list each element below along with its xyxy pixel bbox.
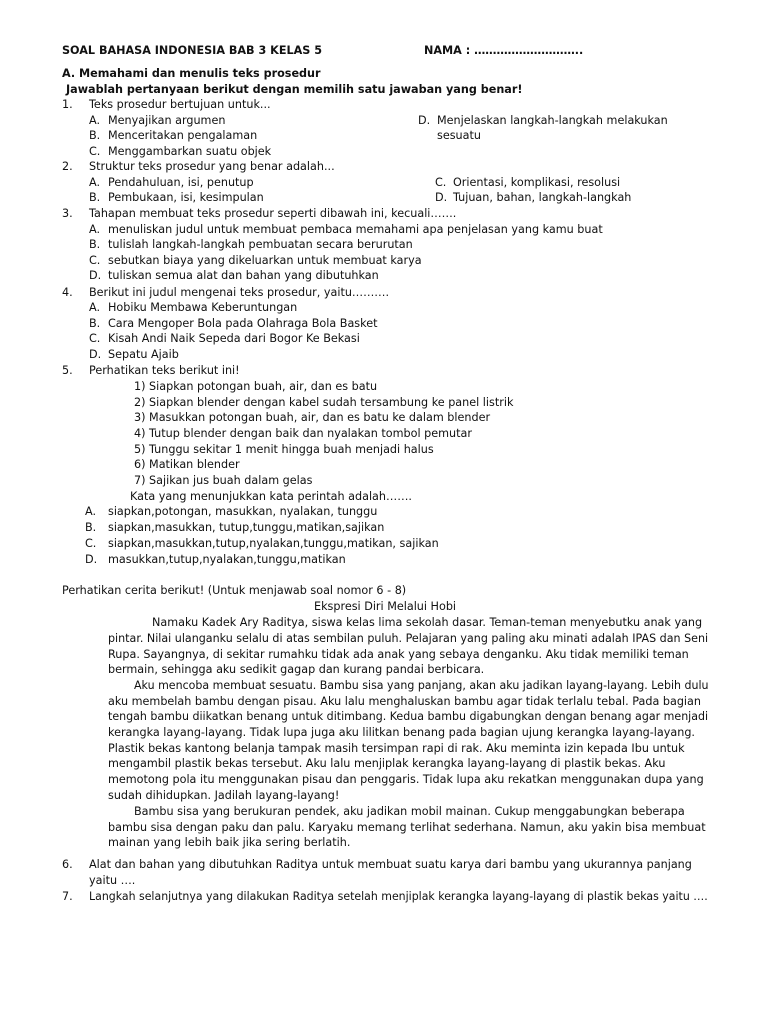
q1-text: Teks prosedur bertujuan untuk... (89, 98, 271, 111)
q3-c-letter: C. (89, 254, 101, 267)
q2-b-letter: B. (89, 191, 101, 204)
q5-b-text: siapkan,masukkan, tutup,tunggu,matikan,sajikan (108, 521, 385, 534)
section-heading: A. Memahami dan menulis teks prosedur (62, 67, 321, 80)
worksheet-title: SOAL BAHASA INDONESIA BAB 3 KELAS 5 (62, 44, 322, 57)
q1-d-text: Menjelaskan langkah-langkah melakukan (437, 114, 668, 127)
q2-number: 2. (62, 160, 73, 173)
story-line: memotong pola itu menggunakan pisau dan penggaris. Tidak lupa aku rekatkan menggunakan dupa yang (108, 773, 704, 786)
story-line: bambu sisa dengan paku dan palu. Karyaku memang terlihat sederhana. Namun, aku yakin bisa membuat (108, 821, 706, 834)
q1-a-text: Menyajikan argumen (108, 114, 226, 127)
q3-b-letter: B. (89, 238, 101, 251)
q1-b-text: Menceritakan pengalaman (108, 129, 258, 142)
q3-c-text: sebutkan biaya yang dikeluarkan untuk membuat karya (108, 254, 422, 267)
story-line: Rupa. Sayangnya, di sekitar rumahku tidak ada anak yang sebaya denganku. Aku tidak memiliki teman (108, 648, 689, 661)
q1-a-letter: A. (89, 114, 101, 127)
q3-a-text: menuliskan judul untuk membuat pembaca memahami apa penjelasan yang kamu buat (108, 223, 603, 236)
q7-number: 7. (62, 890, 73, 903)
q2-text: Struktur teks prosedur yang benar adalah... (89, 160, 335, 173)
q6-text: Alat dan bahan yang dibutuhkan Raditya untuk membuat suatu karya dari bambu yang ukurannya panjang (89, 858, 692, 871)
story-line: sudah dihidupkan. Jadilah layang-layang! (108, 789, 340, 802)
q4-b-letter: B. (89, 317, 101, 330)
q1-c-text: Menggambarkan suatu objek (108, 145, 272, 158)
q5-step: 4) Tutup blender dengan baik dan nyalakan tombol pemutar (134, 427, 472, 440)
story-line: Plastik bekas kantong belanja tampak masih tersimpan rapi di rak. Aku meminta izin kepada Ibu untuk (108, 742, 685, 755)
q5-step: 2) Siapkan blender dengan kabel sudah tersambung ke panel listrik (134, 396, 514, 409)
story-line: bermain, sehingga aku sedikit gagap dan kurang pandai berbicara. (108, 663, 485, 676)
q5-c-text: siapkan,masukkan,tutup,nyalakan,tunggu,matikan, sajikan (108, 537, 439, 550)
q4-text: Berikut ini judul mengenai teks prosedur, yaitu………. (89, 286, 390, 299)
q1-number: 1. (62, 98, 73, 111)
story-intro: Perhatikan cerita berikut! (Untuk menjawab soal nomor 6 - 8) (62, 584, 407, 597)
instruction: Jawablah pertanyaan berikut dengan memilih satu jawaban yang benar! (66, 83, 523, 96)
q1-d-text-cont: sesuatu (437, 129, 481, 142)
q7-text: Langkah selanjutnya yang dilakukan Raditya setelah menjiplak kerangka layang-layang di plastik bekas yaitu …. (89, 890, 708, 903)
story-line: mengambil plastik bekas tersebut. Aku lalu menjiplak kerangka layang-layang di plastik bekas. Aku (108, 757, 666, 770)
q4-a-text: Hobiku Membawa Keberuntungan (108, 301, 298, 314)
q3-number: 3. (62, 207, 73, 220)
story-line: aku membelah bambu dengan pisau. Aku lalu menghaluskan bambu agar tidak terlalu tebal. Pada bagian (108, 695, 701, 708)
q1-c-letter: C. (89, 145, 101, 158)
q4-a-letter: A. (89, 301, 101, 314)
q2-d-letter: D. (435, 191, 448, 204)
name-label: NAMA : ……………………….. (424, 44, 584, 57)
q5-step: 7) Sajikan jus buah dalam gelas (134, 474, 313, 487)
story-title: Ekspresi Diri Melalui Hobi (314, 600, 457, 613)
q2-c-letter: C. (435, 176, 447, 189)
q5-c-letter: C. (85, 537, 97, 550)
q3-b-text: tulislah langkah-langkah pembuatan secara berurutan (108, 238, 413, 251)
q2-c-text: Orientasi, komplikasi, resolusi (453, 176, 621, 189)
q1-b-letter: B. (89, 129, 101, 142)
q5-d-letter: D. (85, 553, 98, 566)
q2-a-letter: A. (89, 176, 101, 189)
q4-b-text: Cara Mengoper Bola pada Olahraga Bola Basket (108, 317, 378, 330)
q4-number: 4. (62, 286, 73, 299)
story-line: pintar. Nilai ulanganku selalu di atas sembilan puluh. Pelajaran yang paling aku minati adalah IPAS dan Seni (108, 632, 709, 645)
q5-d-text: masukkan,tutup,nyalakan,tunggu,matikan (108, 553, 346, 566)
q5-b-letter: B. (85, 521, 97, 534)
q4-d-letter: D. (89, 348, 102, 361)
q2-d-text: Tujuan, bahan, langkah-langkah (453, 191, 632, 204)
q4-c-text: Kisah Andi Naik Sepeda dari Bogor Ke Bekasi (108, 332, 360, 345)
q6-number: 6. (62, 858, 73, 871)
story-line: Bambu sisa yang berukuran pendek, aku jadikan mobil mainan. Cukup menggabungkan beberapa (134, 805, 685, 818)
story-line: Aku mencoba membuat sesuatu. Bambu sisa yang panjang, akan aku jadikan layang-layang. Lebih dulu (134, 679, 709, 692)
q4-d-text: Sepatu Ajaib (108, 348, 179, 361)
q5-prompt: Kata yang menunjukkan kata perintah adalah……. (130, 490, 412, 503)
story-line: tengah bambu diikatkan benang untuk ditimbang. Kedua bambu digabungkan dengan benang agar menjadi (108, 710, 709, 723)
q5-step: 3) Masukkan potongan buah, air, dan es batu ke dalam blender (134, 411, 491, 424)
q3-text: Tahapan membuat teks prosedur seperti dibawah ini, kecuali……. (89, 207, 457, 220)
q5-number: 5. (62, 364, 73, 377)
story-line: mainan yang lebih baik jika sering berlatih. (108, 836, 351, 849)
q3-d-text: tuliskan semua alat dan bahan yang dibutuhkan (108, 269, 379, 282)
q6-text-cont: yaitu …. (89, 874, 136, 887)
q1-d-letter: D. (418, 114, 431, 127)
q5-step: 6) Matikan blender (134, 458, 240, 471)
q3-d-letter: D. (89, 269, 102, 282)
q2-a-text: Pendahuluan, isi, penutup (108, 176, 254, 189)
q5-a-letter: A. (85, 505, 97, 518)
q3-a-letter: A. (89, 223, 101, 236)
story-line: Namaku Kadek Ary Raditya, siswa kelas lima sekolah dasar. Teman-teman menyebutku anak yang (152, 616, 703, 629)
q5-text: Perhatikan teks berikut ini! (89, 364, 240, 377)
q5-a-text: siapkan,potongan, masukkan, nyalakan, tunggu (108, 505, 378, 518)
q5-step: 1) Siapkan potongan buah, air, dan es batu (134, 380, 378, 393)
q5-step: 5) Tunggu sekitar 1 menit hingga buah menjadi halus (134, 443, 434, 456)
story-line: kerangka layang-layang. Tidak lupa juga aku lilitkan benang pada bagian ujung kerangka layang-layang. (108, 726, 695, 739)
q4-c-letter: C. (89, 332, 101, 345)
q2-b-text: Pembukaan, isi, kesimpulan (108, 191, 264, 204)
